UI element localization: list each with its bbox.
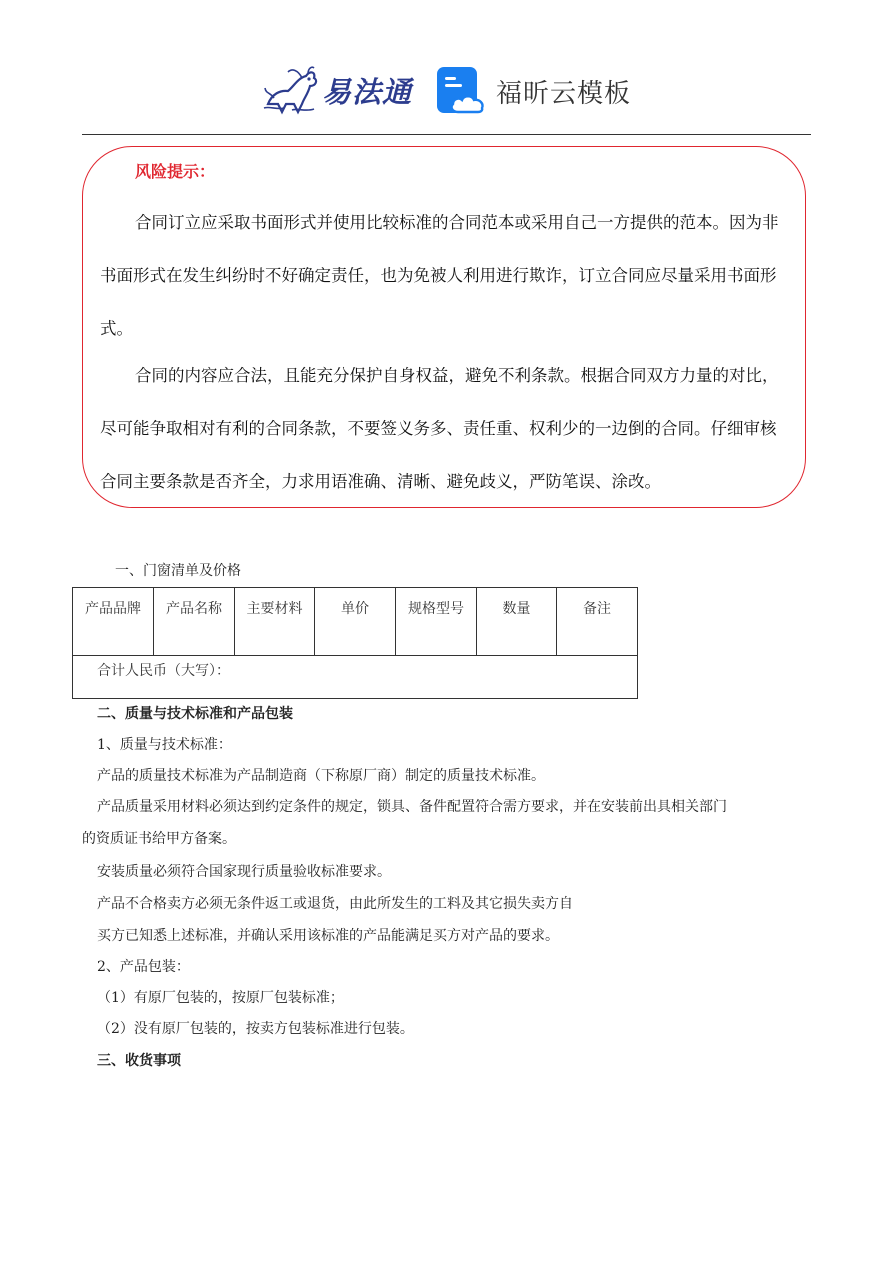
- table-header-cell: 主要材料: [235, 588, 315, 656]
- subsection-packaging-title: 2、产品包装：: [97, 959, 190, 975]
- table-header-cell: 产品名称: [154, 588, 235, 656]
- table-header-cell: 备注: [557, 588, 638, 656]
- price-list-table: [72, 587, 638, 699]
- quality-line: 买方已知悉上述标准，并确认采用该标准的产品能满足买方对产品的要求。: [97, 928, 559, 944]
- packaging-line: （2）没有原厂包装的，按卖方包装标准进行包装。: [97, 1021, 414, 1037]
- section-2-title: 二、质量与技术标准和产品包装: [97, 706, 293, 722]
- brand1-name: 易法通: [322, 74, 413, 109]
- quality-line: 产品质量采用材料必须达到约定条件的规定，锁具、备件配置符合需方要求，并在安装前出具相关部门: [97, 799, 727, 815]
- subsection-quality-title: 1、质量与技术标准：: [97, 737, 232, 753]
- risk-paragraph-2: 合同的内容应合法，且能充分保护自身权益，避免不利条款。根据合同双方力量的对比，尽可能争取相对有利的合同条款，不要签义务多、责任重、权利少的一边倒的合同。仔细审核合同主要条款是否齐全，力求用语准确、清晰、避免歧义，严防笔误、涂改。: [100, 366, 779, 491]
- page-header: [0, 58, 893, 124]
- section-3-title: 三、收货事项: [97, 1053, 181, 1069]
- table-header-cell: 单价: [315, 588, 396, 656]
- foxit-template-logo: [436, 64, 631, 118]
- risk-notice-box: [82, 146, 806, 508]
- risk-title: 风险提示：: [135, 162, 216, 181]
- table-header-cell: 规格型号: [396, 588, 477, 656]
- quality-line: 安装质量必须符合国家现行质量验收标准要求。: [97, 864, 391, 880]
- risk-paragraph-1: 合同订立应采取书面形式并使用比较标准的合同范本或采用自己一方提供的范本。因为非书面形式在发生纠纷时不好确定责任，也为免被人利用进行欺诈，订立合同应尽量采用书面形式。: [100, 213, 779, 338]
- quality-line: 的资质证书给甲方备案。: [82, 831, 236, 847]
- table-header-row: [73, 588, 638, 656]
- total-amount-label: 合计人民币（大写）：: [73, 656, 638, 699]
- table-header-cell: 产品品牌: [73, 588, 154, 656]
- table-total-row: [73, 656, 638, 699]
- brand2-name: 福昕云模板: [496, 78, 632, 109]
- section-1-title: 一、门窗清单及价格: [115, 563, 241, 579]
- quality-line: 产品不合格卖方必须无条件返工或退货，由此所发生的工料及其它损失卖方自: [97, 896, 573, 912]
- packaging-line: （1）有原厂包装的，按原厂包装标准；: [97, 990, 344, 1006]
- cloud-document-icon: [436, 66, 486, 116]
- table-header-cell: 数量: [477, 588, 557, 656]
- qilin-logo-icon: [262, 64, 320, 116]
- quality-line: 产品的质量技术标准为产品制造商（下称原厂商）制定的质量技术标准。: [97, 768, 545, 784]
- yifatong-logo: [262, 62, 412, 118]
- header-divider: [82, 134, 811, 135]
